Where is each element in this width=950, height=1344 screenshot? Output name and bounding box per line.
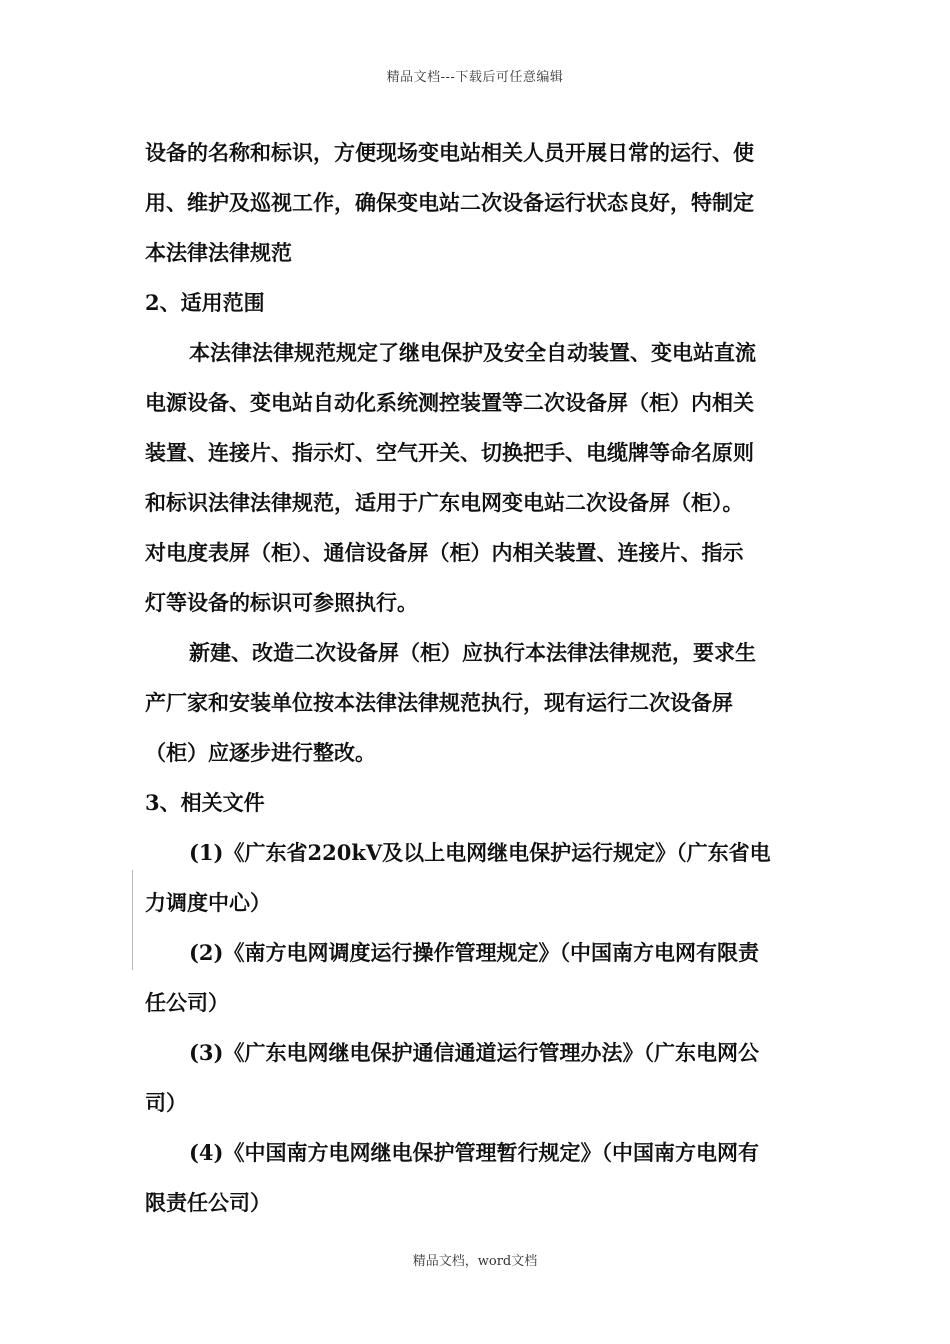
paragraph-line: 本法律法律规范 bbox=[145, 240, 292, 265]
paragraph-line: 产厂家和安装单位按本法律法律规范执行，现有运行二次设备屏 bbox=[145, 690, 733, 715]
paragraph-line: 电源设备、变电站自动化系统测控装置等二次设备屏（柜）内相关 bbox=[145, 390, 754, 415]
section-heading-related-documents: 3、相关文件 bbox=[145, 790, 265, 815]
paragraph-line: 对电度表屏（柜）、通信设备屏（柜）内相关装置、连接片、指示 bbox=[145, 540, 744, 565]
page-header: 精品文档---下载后可任意编辑 bbox=[386, 70, 564, 85]
section-heading-scope: 2、适用范围 bbox=[145, 290, 265, 315]
reference-item-continuation: 限责任公司） bbox=[145, 1190, 271, 1215]
page-footer: 精品文档，word文档 bbox=[412, 1254, 538, 1269]
reference-item: (1)《广东省220kV及以上电网继电保护运行规定》（广东省电 bbox=[189, 840, 771, 865]
reference-item-continuation: 力调度中心） bbox=[145, 890, 271, 915]
paragraph-line: 设备的名称和标识，方便现场变电站相关人员开展日常的运行、使 bbox=[145, 140, 754, 165]
margin-bar bbox=[132, 870, 133, 970]
paragraph-line: （柜）应逐步进行整改。 bbox=[145, 740, 376, 765]
paragraph-line: 用、维护及巡视工作，确保变电站二次设备运行状态良好，特制定 bbox=[145, 190, 754, 215]
reference-item: (4)《中国南方电网继电保护管理暂行规定》（中国南方电网有 bbox=[189, 1140, 759, 1165]
reference-item-continuation: 任公司） bbox=[145, 990, 229, 1015]
reference-item: (2)《南方电网调度运行操作管理规定》（中国南方电网有限责 bbox=[189, 940, 759, 965]
reference-item: (3)《广东电网继电保护通信通道运行管理办法》（广东电网公 bbox=[189, 1040, 759, 1065]
paragraph-line: 灯等设备的标识可参照执行。 bbox=[145, 590, 418, 615]
paragraph-line: 和标识法律法律规范，适用于广东电网变电站二次设备屏（柜）。 bbox=[145, 490, 744, 515]
reference-item-continuation: 司） bbox=[145, 1090, 187, 1115]
paragraph-line: 本法律法律规范规定了继电保护及安全自动装置、变电站直流 bbox=[189, 340, 756, 365]
paragraph-line: 新建、改造二次设备屏（柜）应执行本法律法律规范，要求生 bbox=[189, 640, 756, 665]
paragraph-line: 装置、连接片、指示灯、空气开关、切换把手、电缆牌等命名原则 bbox=[145, 440, 754, 465]
document-body bbox=[145, 128, 810, 1228]
